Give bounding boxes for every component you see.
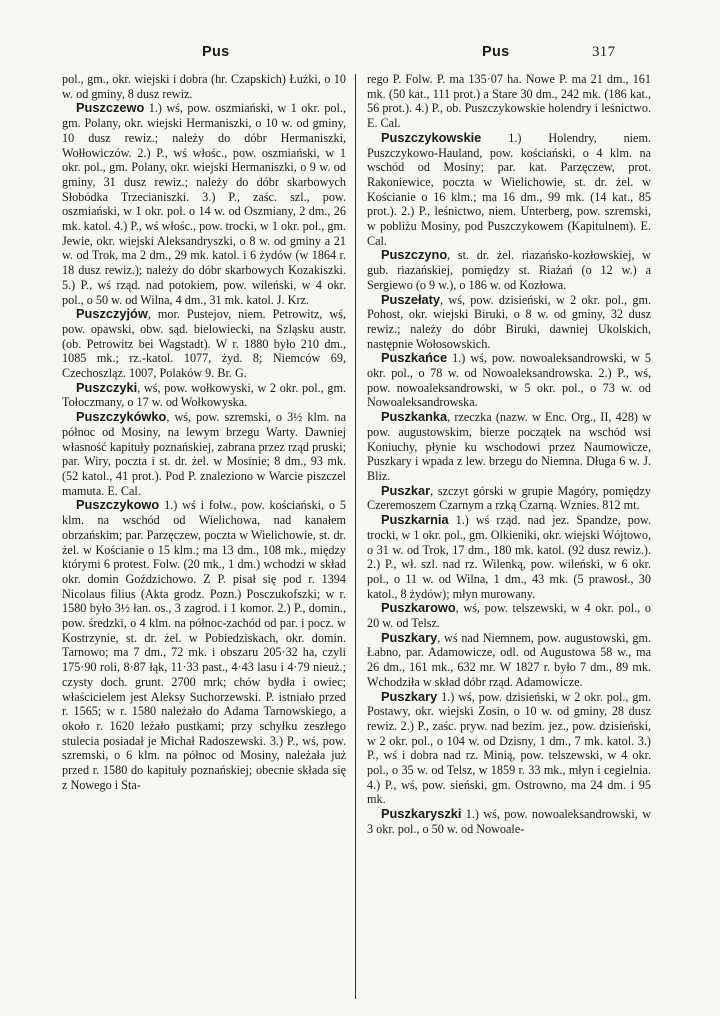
- entry-text: , wś, pow. dzisieński, w 2 okr. pol., gm. Pohost, okr. wiejski Biruki, o 8 w. od gminy, 32 dusz rewiz.; należy do dóbr Biruki, dawniej Ukolskich, następnie Wołosowskich.: [367, 292, 651, 351]
- dictionary-entry: [367, 293, 651, 352]
- entry-headword: Puszkarnia: [381, 512, 449, 528]
- entry-headword: Puszkar: [381, 482, 431, 498]
- entry-headword: Puszkarowo: [381, 600, 456, 616]
- entry-text: , wś, pow. telszewski, w 4 okr. pol., o 20 w. od Telsz.: [367, 601, 651, 631]
- entry-text: , st. dr. żel. riazańsko-kozłowskiej, w gub. riazańskiej, pomiędzy st. Riażań (o 12 w.) a Sergiewo (o 9 w.), o 186 w. od Kozłowa.: [367, 248, 651, 292]
- entry-text: , wś, pow. wołkowyski, w 2 okr. pol., gm. Tołoczmany, o 17 w. od Wołkowyska.: [62, 380, 346, 410]
- dictionary-entry: [367, 690, 651, 808]
- entry-headword: Puszkary: [381, 629, 438, 645]
- dictionary-entry: [62, 410, 346, 498]
- entry-text: 1.) wś, pow. nowoaleksandrowski, w 5 okr. pol., o 78 w. od Nowoaleksandrowska. 2.) P., wś, pow. nowoaleksandrowski, w 5 okr. pol., o 73 w. od Nowoaleksandrowska.: [367, 351, 651, 410]
- entry-text: , wś nad Niemnem, pow. augustowski, gm. Łabno, par. Adamowicze, odl. od Augustowa 58 w., ma 26 dm., 161 mk., 632 mr. W 1827 r. było 7 dm., 89 mk. Wchodziła w skład dóbr rząd. Adamowicze.: [367, 630, 651, 689]
- column-divider: [355, 74, 356, 999]
- entry-text: , szczyt górski w grupie Magóry, pomiędzy Czeremoszem Czarnym a rzką Czarną. Wznies. 812 mt.: [367, 483, 651, 513]
- entry-headword: Puszkaryszki: [381, 806, 462, 822]
- dictionary-entry: [367, 601, 651, 630]
- dictionary-entry: [367, 131, 651, 249]
- left-column: [62, 72, 346, 1002]
- page-number: 317: [592, 44, 616, 60]
- entry-headword: Puszczykówko: [76, 409, 167, 425]
- entry-text: , wś, pow. szremski, o 3½ klm. na północ od Mosiny, na lewym brzegu Warty. Dawniej własność kapituły poznańskiej, zabrana przez rząd pruski; par. Wiry, poczta i st. dr. żel. w Mosinie; 8 dm., 93 mk. (52 katol., 41 prot.). Pod P. znaleziono w Warcie piszczel mamuta. E. Cal.: [62, 410, 346, 498]
- entry-text: 1.) wś, pow. oszmiański, w 1 okr. pol., gm. Polany, okr. wiejski Hermaniszki, o 10 w. od gminy, 10 dusz rewiz.; należy do dóbr Hermaniszki, Wołłowiczów. 2.) P., wś włośc., pow. oszmiański, w 1 okr. pol., gm. Polany, okr. wiejski Hermaniszki, o 9 w. od gminy, 31 dusz rewiz.; należy do dóbr skarbowych Słobódka Trzecianiszki. 3.) P., zaśc. szl., pow. oszmiański, w 1 okr. pol. o 14 w. od Oszmiany, 2 dm., 26 mk. katol. 4.) P., wś włośc., pow. trocki, w 1 okr. pol., gm. Jewie, okr. wiejski Aleksandryszki, o 8 w. od gminy a 21 w. od Trok, ma 2 dm., 29 mk. katol. i 6 żydów (w 1864 r. 18 dusz rewiz.); należy do dóbr skarbowych Kozakiszki. 5.) P., wś rząd. nad potokiem, pow. wileński, w 4 okr. pol., o 50 w. od Wilna, 4 dm., 31 mk. katol. J. Krz.: [62, 101, 346, 307]
- dictionary-entry: [367, 410, 651, 484]
- dictionary-entry: [367, 513, 651, 601]
- entry-text: , rzeczka (nazw. w Enc. Org., II, 428) w pow. augustowskim, bierze początek na wschód wsi Koniuchy, płynie ku wschodowi przez Naumowicze, Puszkary i wpada z lew. brzegu do Niemna. Długa 6 w. J. Bliz.: [367, 410, 651, 483]
- entry-text: 1.) Holendry, niem. Puszczykowo-Hauland, pow. kościański, o 4 klm. na wschód od Mosiny; par. kat. Parzęczew, prot. Rakoniewice, poczta w Wielichowie, st. dr. żel. w Kościanie o 16 klm.; ma 16 dm., 99 mk. (14 kat., 85 prot.). 2.) P., leśnictwo, niem. Unterberg, pow. szremski, w pobliżu Mosiny, pod Puszczykowem (Kapitulnem). E. Cal.: [367, 130, 651, 248]
- entry-headword: Puszczyki: [76, 379, 138, 395]
- right-column: [367, 72, 651, 1002]
- dictionary-entry: [62, 498, 346, 792]
- dictionary-entry: [367, 484, 651, 513]
- entry-text: 1.) wś rząd. nad jez. Spandze, pow. trocki, w 1 okr. pol., gm. Olkieniki, okr. wiejski Wójtowo, o 31 w. od Trok, 17 dm., 180 mk. katol. (92 dusz rewiz.). 2.) P., wł. szl. nad rz. Wilenką, pow. wileński, w 6 okr. pol., o 11 w. od Wilna, 1 dm., 43 mk. (5 prawosł., 30 katol., 8 żydów); młyn murowany.: [367, 513, 651, 601]
- dictionary-entry: [62, 101, 346, 307]
- entry-text: 1.) wś i folw., pow. kościański, o 5 klm. na wschód od Wielichowa, nad kanałem obrzańskim; par. Parzęczew, poczta w Wielichowie, st. dr. żel. w Kościanie o 15 klm.; ma 13 dm., 108 mk., między którymi 6 protest. Folw. (20 mk., 1 dm.) wchodzi w skład okr. domin Goździchowo. Z P. pisał się pod r. 1394 Nicolaus filius (Akta grodz. Pozn.) Posczukofszki; w r. 1580 było 3½ łan. os., 3 zagrod. i 1 komor. 2.) P., domin., pow. średzki, o 4 klm. na północ-zachód od par. i pocz. w Kostrzynie, st. dr. żel. w Pobiedziskach, okr. domin. Tarnowo; ma 7 dm., 72 mk. i obszaru 205·32 ha, czyli 175·90 roli, 8·87 łąk, 11·33 past., 4·43 lasu i 4·79 nieuż.; czysty doch. grunt. 2700 mrk; chów bydła i owiec; właścicielem jest Aleksy Suchorzewski. P. istniało przed r. 1565; w r. 1580 należało do Adama Tarnowskiego, a około r. 1620 leżało pustkami; przy schyłku zeszłego stulecia posiadał je Michał Radoszewski. 3.) P., wś, pow. szremski, o 6 klm. na północ od Mosiny, należała już przed r. 1580 do kapituły poznańskiej; obecnie składa się z Nowego i Sta-: [62, 498, 346, 792]
- entry-headword: Puszełaty: [381, 291, 441, 307]
- dictionary-entry: [367, 807, 651, 836]
- dictionary-entry: [367, 248, 651, 292]
- dictionary-entry: [62, 72, 346, 101]
- entry-text: rego P. Folw. P. ma 135·07 ha. Nowe P. ma 21 dm., 161 mk. (50 kat., 111 prot.) a Stare 30 dm., 242 mk. (186 kat., 56 prot.). 4.) P., ob. Puszczykowskie holendry i leśnictwo. E. Cal.: [367, 72, 651, 131]
- entry-headword: Puszczykowo: [76, 497, 160, 513]
- dictionary-entry: [62, 381, 346, 410]
- running-head-right: Pus: [482, 44, 510, 60]
- entry-headword: Puszczyjów: [76, 306, 148, 322]
- entry-headword: Puszkanka: [381, 409, 448, 425]
- entry-text: 1.) wś, pow. dzisieński, w 2 okr. pol., gm. Postawy, okr. wiejski Zosin, o 10 w. od gminy, 28 dusz rewiz. 2.) P., zaśc. pryw. nad bezim. jez., pow. dzisieński, w 2 okr. pol., o 104 w. od Dzisny, 1 dm., 7 mk. katol. 3.) P., wś i dobra nad rz. Minią, pow. telszewski, w 4 okr. pol., o 35 w. od Telsz, w 1859 r. 33 mk., młyn i cegielnia. 4.) P., wś, pow. sieński, gm. Ostrowno, ma 24 dm. i 95 mk.: [367, 689, 651, 807]
- running-head-left: Pus: [202, 44, 230, 60]
- entry-text: 1.) wś, pow. nowoaleksandrowski, w 3 okr. pol., o 50 w. od Nowoale-: [367, 807, 651, 836]
- dictionary-entry: [367, 631, 651, 690]
- entry-headword: Puszkary: [381, 688, 438, 704]
- dictionary-entry: [367, 351, 651, 410]
- dictionary-entry: [367, 72, 651, 131]
- entry-headword: Puszczykowskie: [381, 129, 482, 145]
- entry-headword: Puszczewo: [76, 100, 145, 116]
- entry-text: , mor. Pustejov, niem. Petrowitz, wś, pow. opawski, obw. sąd. bielowiecki, na Szląsku austr. (ob. Petrowitz bei Wagstadt). W r. 1880 było 210 dm., 1085 mk.; rz.-katol. 1077, żyd. 8; Niemców 69, Czechoszląz. 1007, Polaków 9. Br. G.: [62, 307, 346, 381]
- dictionary-entry: [62, 307, 346, 381]
- entry-headword: Puszkańce: [381, 350, 448, 366]
- entry-text: pol., gm., okr. wiejski i dobra (hr. Czapskich) Łużki, o 10 w. od gminy, 8 dusz rewiz.: [62, 72, 346, 101]
- entry-headword: Puszczyno: [381, 247, 448, 263]
